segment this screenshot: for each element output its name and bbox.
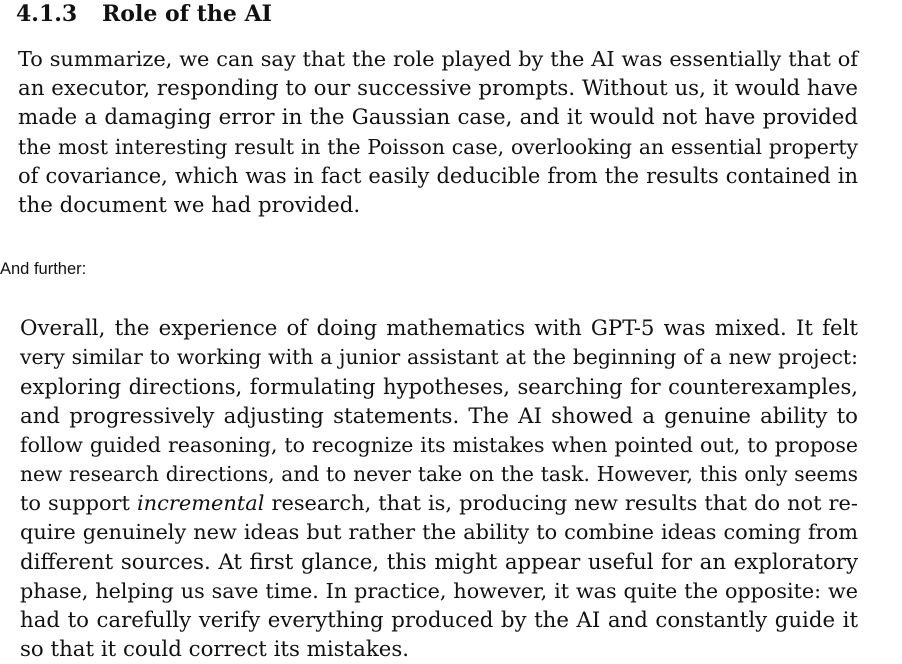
paragraph-line: had to carefully verify everything produced by the AI and constantly guide it (20, 607, 858, 633)
section-title: Role of the AI (102, 1, 272, 27)
paragraph-line: an executor, responding to our successive prompts. Without us, it would have (18, 76, 858, 102)
paragraph-line: quire genuinely new ideas but rather the ability to combine ideas coming from (20, 520, 858, 545)
paragraph-line: To summarize, we can say that the role played by the AI was essentially that of (18, 47, 858, 71)
line-text-after: research, that is, producing new results that do not re- (264, 491, 858, 516)
paragraph-line: the document we had provided. (18, 192, 361, 218)
paragraph-line: made a damaging error in the Gaussian case, and it would not have provided (18, 105, 858, 131)
paragraph-line: of covariance, which was in fact easily deducible from the results contained in (18, 163, 858, 188)
paragraph-line: the most interesting result in the Poisson case, overlooking an essential property (18, 134, 858, 159)
paragraph-line: different sources. At first glance, this might appear useful for an exploratory (20, 549, 858, 575)
paragraph-line: and progressively adjusting statements. The AI showed a genuine ability to (20, 403, 858, 429)
connector-text: And further: (0, 260, 87, 278)
emphasized-word: incremental (136, 491, 265, 516)
quoted-paragraph-role-of-ai (18, 45, 858, 220)
paragraph-line: so that it could correct its mistakes. (20, 637, 410, 663)
paragraph-line: new research directions, and to never take on the task. However, this only seems (20, 461, 858, 486)
section-heading (16, 0, 272, 28)
paragraph-line: very similar to working with a junior assistant at the beginning of a new project: (20, 345, 858, 370)
line-text-before: to support (20, 491, 137, 516)
quoted-paragraph-overall-experience (20, 314, 858, 664)
paragraph-line: exploring directions, formulating hypotheses, searching for counterexamples, (20, 374, 858, 400)
paragraph-line-with-emphasis (20, 489, 858, 518)
paragraph-line: Overall, the experience of doing mathematics with GPT-5 was mixed. It felt (20, 316, 858, 341)
section-number: 4.1.3 (16, 1, 78, 27)
paragraph-line: phase, helping us save time. In practice, however, it was quite the opposite: we (20, 578, 858, 603)
paragraph-line: follow guided reasoning, to recognize its mistakes when pointed out, to propose (20, 432, 858, 457)
